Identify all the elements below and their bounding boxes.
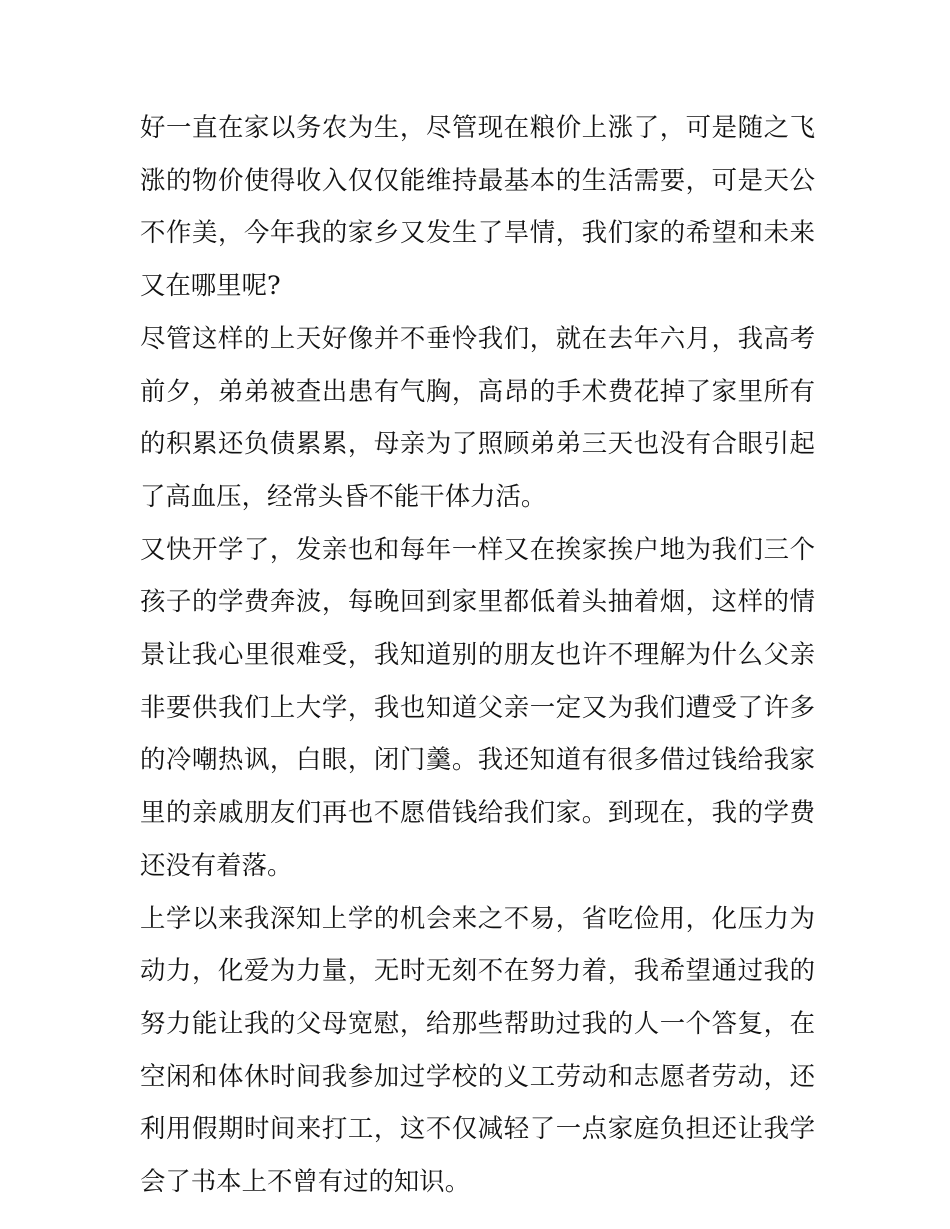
paragraph-4: 上学以来我深知上学的机会来之不易，省吃俭用，化压力为动力，化爱为力量，无时无刻不在努力着，我希望通过我的努力能让我的父母宽慰，给那些帮助过我的人一个答复，在空闲和体休时间我参加过学校的义工劳动和志愿者劳动，还利用假期时间来打工，这不仅减轻了一点家庭负担还让我学会了书本上不曾有过的知识。 <box>140 902 815 1197</box>
paragraph-3: 又快开学了，发亲也和每年一样又在挨家挨户地为我们三个孩子的学费奔波，每晚回到家里都低着头抽着烟，这样的情景让我心里很难受，我知道别的朋友也许不理解为什么父亲非要供我们上大学，我也知道父亲一定又为我们遭受了许多的冷嘲热讽，白眼，闭门羹。我还知道有很多借过钱给我家里的亲戚朋友们再也不愿借钱给我们家。到现在，我的学费还没有着落。 <box>140 533 815 880</box>
paragraph-1: 好一直在家以务农为生，尽管现在粮价上涨了，可是随之飞涨的物价使得收入仅仅能维持最基本的生活需要，可是天公不作美，今年我的家乡又发生了旱情，我们家的希望和未来又在哪里呢? <box>140 112 815 301</box>
paragraph-2: 尽管这样的上天好像并不垂怜我们，就在去年六月，我高考前夕，弟弟被查出患有气胸，高昂的手术费花掉了家里所有的积累还负债累累，母亲为了照顾弟弟三天也没有合眼引起了高血压，经常头昏不能干体力活。 <box>140 322 815 511</box>
document-body <box>140 101 815 1208</box>
